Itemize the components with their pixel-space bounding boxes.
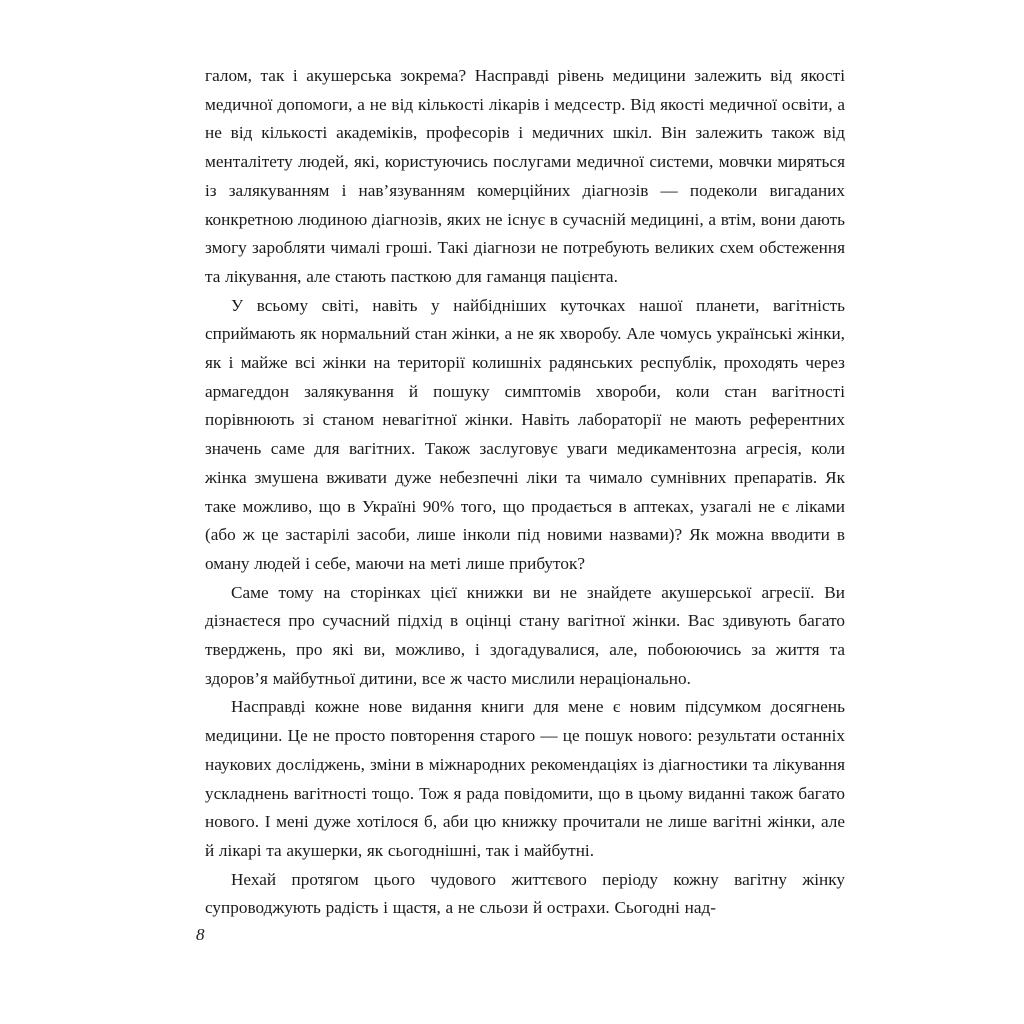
- paragraph: Саме тому на сторінках цієї книжки ви не знайдете акушерської агресії. Ви дізнаєтеся про сучасний підхід в оцінці стану вагітної жінки. Вас здивують багато тверджень, про які ви, можливо, і здогадувалися, але, побоюючись за життя та здоров’я майбутньої дитини, все ж часто мислили нераціонально.: [205, 582, 845, 688]
- paragraph: Нехай протягом цього чудового життєвого періоду кожну вагітну жінку супроводжують радість і щастя, а не сльози й острахи. Сьогодні над-: [205, 869, 845, 918]
- page-number: 8: [196, 925, 205, 944]
- paragraph: У всьому світі, навіть у найбідніших куточках нашої планети, вагітність сприймають як нормальний стан жінки, а не як хворобу. Але чомусь українські жінки, як і майже всі жінки на території колишніх радянських республік, проходять через армагеддон залякування й пошуку симптомів хвороби, коли стан вагітності порівнюють зі станом невагітної жінки. Навіть лабораторії не мають референтних значень саме для вагітних. Також заслуговує уваги медикаментозна агресія, коли жінка змушена вживати дуже небезпечні ліки та чимало сумнівних препаратів. Як таке можливо, що в Україні 90% того, що продається в аптеках, узагалі не є ліками (або ж це застарілі засоби, лише інколи під новими назвами)? Як можна вводити в оману людей і себе, маючи на меті лише прибуток?: [205, 295, 845, 573]
- paragraph: Насправді кожне нове видання книги для мене є новим підсумком досягнень медицини. Це не просто повторення старого — це пошук нового: результати останніх наукових досліджень, зміни в міжнародних рекомендаціях із діагностики та лікування ускладнень вагітності тощо. Тож я рада повідомити, що в цьому виданні також багато нового. І мені дуже хотілося б, аби цю книжку прочитали не лише вагітні жінки, але й лікарі та акушерки, як сьогоднішні, так і майбутні.: [205, 697, 845, 860]
- paragraph: галом, так і акушерська зокрема? Насправді рівень медицини залежить від якості медичної допомоги, а не від кількості лікарів і медсестр. Від якості медичної освіти, а не від кількості академіків, професорів і медичних шкіл. Він залежить також від менталітету людей, які, користуючись послугами медичної системи, мовчки миряться із залякуванням і нав’язуванням комерційних діагнозів — подеколи вигаданих конкретною людиною діагнозів, яких не існує в сучасній медицині, а втім, вони дають змогу заробляти чималі гроші. Такі діагнози не потребують великих схем обстеження та лікування, але стають пасткою для гаманця пацієнта.: [205, 66, 845, 286]
- body-text-column: [205, 62, 845, 923]
